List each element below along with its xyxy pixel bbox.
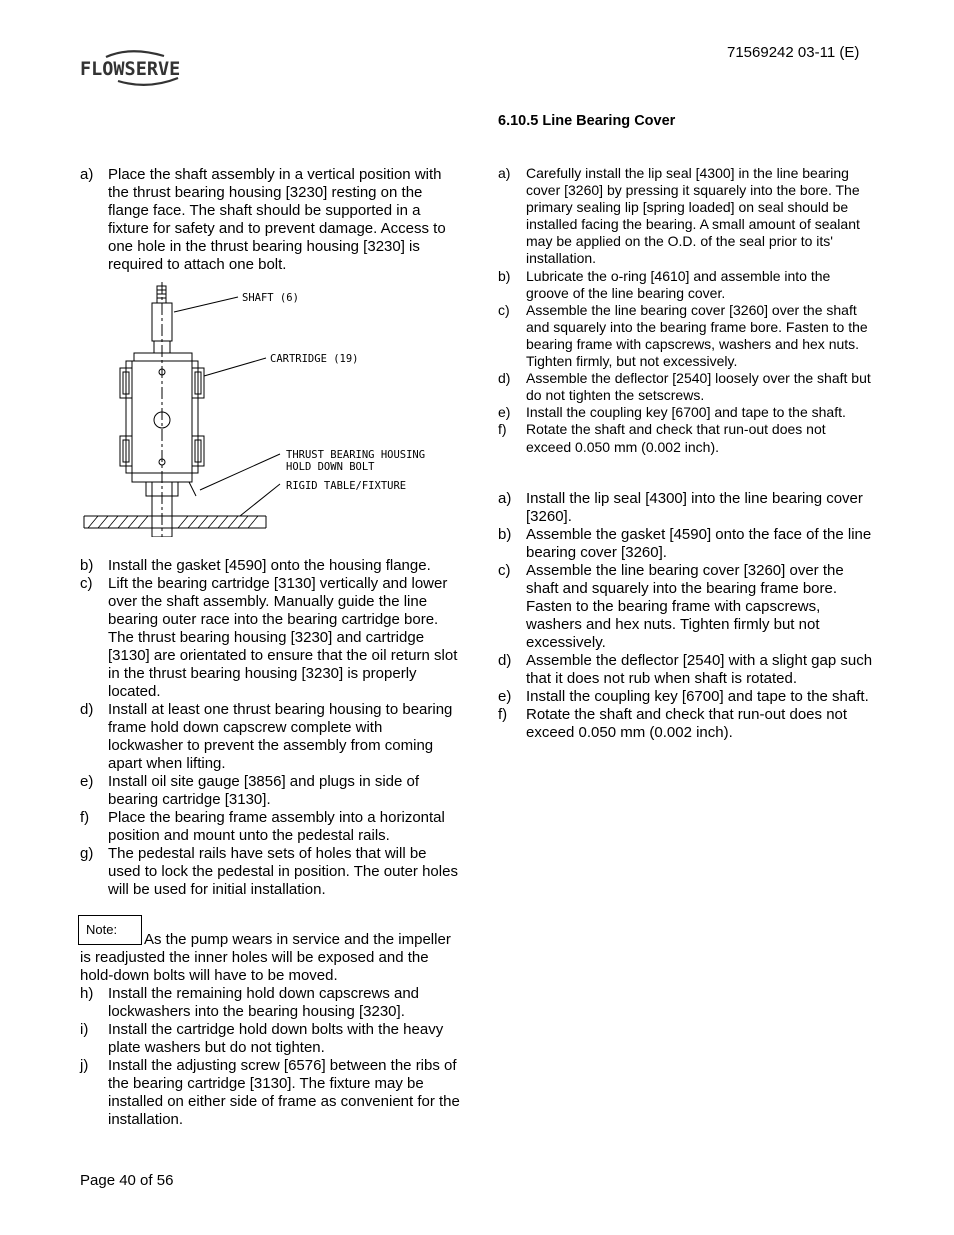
list-marker: d) bbox=[498, 652, 512, 669]
label-shaft: SHAFT (6) bbox=[242, 292, 299, 304]
list-text: Assemble the deflector [2540] loosely over the shaft but do not tighten the setscrews. bbox=[526, 370, 871, 404]
list-text: Carefully install the lip seal [4300] in the line bearing cover [3260] by pressing it squarely into the bore. The primary sealing lip [spring loaded] on seal should be installed facing the bearing. A small amount of sealant may be applied on the O.D. of the seal prior to its' installation. bbox=[526, 165, 860, 267]
label-rigid-table: RIGID TABLE/FIXTURE bbox=[286, 480, 407, 492]
list-item bbox=[498, 562, 874, 652]
list-marker: h) bbox=[80, 985, 94, 1002]
list-text: Assemble the line bearing cover [3260] over the shaft and squarely into the bearing frame bore. Fasten to the bearing frame with capscrews, washers and hex nuts. Tighten firmly, but not excessively. bbox=[526, 301, 868, 370]
list-text: Lubricate the o-ring [4610] and assemble into the groove of the line bearing cover. bbox=[526, 267, 831, 301]
list-text: Install the gasket [4590] onto the housing flange. bbox=[108, 557, 431, 574]
list-marker: f) bbox=[498, 421, 507, 438]
list-marker: d) bbox=[80, 701, 94, 718]
list-item bbox=[80, 845, 460, 899]
list-marker: c) bbox=[80, 575, 93, 592]
list-marker: b) bbox=[498, 267, 511, 284]
list-marker: g) bbox=[80, 845, 94, 862]
list-item bbox=[80, 773, 460, 809]
list-item bbox=[80, 809, 460, 845]
list-item bbox=[498, 404, 874, 421]
list-item bbox=[80, 985, 460, 1021]
right-list-2 bbox=[498, 490, 874, 742]
list-text: Rotate the shaft and check that run-out does not exceed 0.050 mm (0.002 inch). bbox=[526, 421, 826, 455]
list-text: Install the adjusting screw [6576] between the ribs of the bearing cartridge [3130]. The fixture may be installed on either side of frame as convenient for the installation. bbox=[108, 1057, 460, 1128]
list-item bbox=[498, 302, 874, 370]
list-text: Assemble the line bearing cover [3260] over the shaft and squarely into the bearing frame bore. Fasten to the bearing frame with capscrews, washers and hex nuts. Tighten firmly but not excessively. bbox=[526, 562, 844, 651]
shaft-assembly-figure bbox=[80, 282, 460, 537]
list-marker: a) bbox=[80, 166, 94, 183]
list-marker: d) bbox=[498, 370, 511, 387]
list-marker: j) bbox=[80, 1057, 89, 1074]
left-list-mid bbox=[80, 557, 460, 899]
list-item bbox=[80, 575, 460, 701]
list-text: Place the shaft assembly in a vertical position with the thrust bearing housing [3230] resting on the flange face. The shaft should be supported in a fixture for safety and to prevent damage. Access to one hole in the thrust bearing housing [3230] is required to attach one bolt. bbox=[108, 166, 446, 273]
list-item bbox=[498, 165, 874, 268]
list-item bbox=[80, 1021, 460, 1057]
page-number: Page 40 of 56 bbox=[80, 1172, 174, 1189]
list-marker: c) bbox=[498, 562, 511, 579]
list-marker: f) bbox=[498, 706, 508, 723]
list-item bbox=[498, 421, 874, 455]
list-item bbox=[80, 166, 460, 274]
list-item bbox=[498, 526, 874, 562]
note-label: Note: bbox=[78, 915, 142, 945]
list-marker: e) bbox=[498, 404, 511, 421]
label-hold-down-bolt: HOLD DOWN BOLT bbox=[286, 461, 375, 473]
brand-text: FLOWSERVE bbox=[80, 59, 181, 80]
list-marker: c) bbox=[498, 301, 510, 318]
list-text: Lift the bearing cartridge [3130] vertically and lower over the shaft assembly. Manually guide the line bearing outer race into the bearing cartridge bore. The thrust bearing housing [3230] and cartridge [3130] are orientated to ensure that the oil return slot in the thrust bearing housing [3230] is properly located. bbox=[108, 575, 458, 700]
list-item bbox=[498, 688, 874, 706]
list-item bbox=[498, 268, 874, 302]
list-item bbox=[498, 706, 874, 742]
list-text: Install the lip seal [4300] into the line bearing cover [3260]. bbox=[526, 490, 863, 525]
label-thrust-housing: THRUST BEARING HOUSING bbox=[286, 449, 426, 461]
label-cartridge: CARTRIDGE (19) bbox=[270, 353, 359, 365]
list-item bbox=[498, 370, 874, 404]
document-number: 71569242 03-11 (E) bbox=[727, 44, 860, 61]
note-text: As the pump wears in service and the impeller is readjusted the inner holes will be exposed and the hold-down bolts will have to be moved. bbox=[80, 931, 451, 984]
list-text: The pedestal rails have sets of holes that will be used to lock the pedestal in position. The outer holes will be used for initial installation. bbox=[108, 845, 458, 898]
list-marker: e) bbox=[498, 688, 512, 705]
list-item bbox=[498, 652, 874, 688]
list-marker: b) bbox=[80, 557, 94, 574]
list-text: Assemble the gasket [4590] onto the face of the line bearing cover [3260]. bbox=[526, 526, 872, 561]
list-text: Assemble the deflector [2540] with a slight gap such that it does not rub when shaft is rotated. bbox=[526, 652, 873, 687]
list-text: Install the cartridge hold down bolts with the heavy plate washers but do not tighten. bbox=[108, 1021, 444, 1056]
list-marker: f) bbox=[80, 809, 90, 826]
list-item bbox=[80, 701, 460, 773]
list-marker: a) bbox=[498, 165, 511, 181]
flowserve-logo bbox=[78, 48, 198, 90]
list-text: Install the coupling key [6700] and tape to the shaft. bbox=[526, 404, 846, 421]
list-text: Place the bearing frame assembly into a horizontal position and mount unto the pedestal rails. bbox=[108, 809, 445, 844]
list-item bbox=[498, 490, 874, 526]
list-marker: a) bbox=[498, 490, 512, 507]
right-list-1 bbox=[498, 165, 874, 456]
list-text: Install at least one thrust bearing housing to bearing frame hold down capscrew complete with lockwasher to prevent the assembly from coming apart when lifting. bbox=[108, 701, 453, 772]
list-text: Rotate the shaft and check that run-out does not exceed 0.050 mm (0.002 inch). bbox=[526, 706, 848, 741]
list-text: Install oil site gauge [3856] and plugs in side of bearing cartridge [3130]. bbox=[108, 773, 420, 808]
list-text: Install the coupling key [6700] and tape to the shaft. bbox=[526, 688, 869, 705]
list-item bbox=[80, 1057, 460, 1129]
list-text: Install the remaining hold down capscrews and lockwashers into the bearing housing [3230]. bbox=[108, 985, 420, 1020]
left-list-intro bbox=[80, 166, 460, 274]
list-marker: b) bbox=[498, 526, 512, 543]
left-list-end bbox=[80, 985, 460, 1129]
list-marker: e) bbox=[80, 773, 94, 790]
list-item bbox=[80, 557, 460, 575]
list-marker: i) bbox=[80, 1021, 89, 1038]
note-text-block bbox=[80, 931, 460, 985]
section-title: 6.10.5 Line Bearing Cover bbox=[498, 113, 676, 129]
